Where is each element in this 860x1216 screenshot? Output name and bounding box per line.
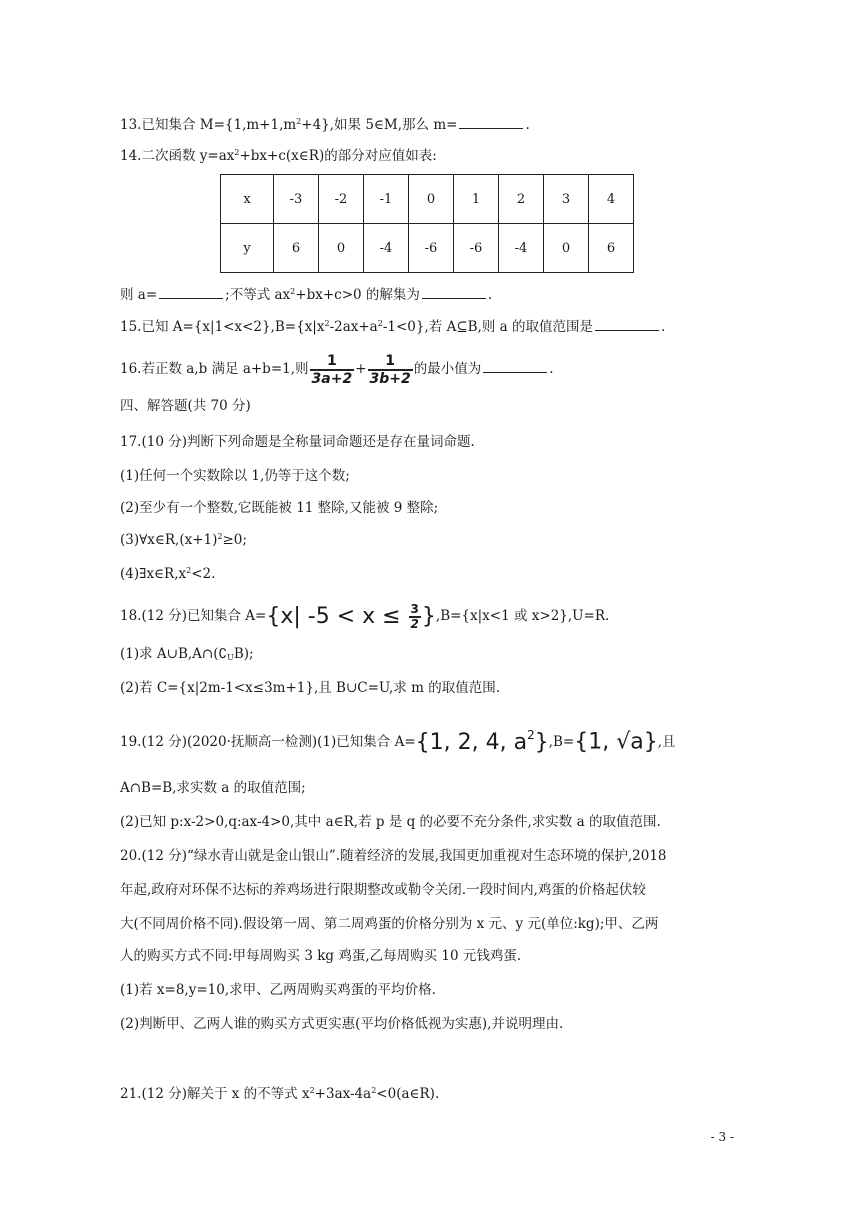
table-cell: 6 [274,224,319,273]
question-17-title: 17.(10 分)判断下列命题是全称量词命题还是存在量词命题. [120,434,475,450]
answer-blank[interactable] [422,284,486,299]
table-cell: -2 [319,175,364,224]
table-cell: -6 [454,224,499,273]
question-17-part-3: $(3)\forall x\in R,(x+1)^2\ge 0$; [120,532,247,548]
table-cell: 6 [589,224,634,273]
question-20-part-1: (1)若 x=8,y=10,求甲、乙两周购买鸡蛋的平均价格. [120,982,436,998]
fraction: $\frac{1}{3a+2}$ [311,352,353,387]
answer-blank[interactable] [159,284,223,299]
table-row [221,175,634,224]
fraction: $\frac{1}{3b+2}$ [369,352,411,387]
table-cell: 0 [544,224,589,273]
question-18-part-2: (2)若 C={x|2m-1<x≤3m+1},且 B∪C=U,求 m 的取值范围. [120,680,501,696]
question-15: 15.已知 $A=\{x|1<x<2\},B=\{x|x^2-2ax+a^2-1<0\}$,若 A⊆B,则 a 的取值范围是 . [120,316,665,337]
table-cell: -6 [409,224,454,273]
answer-blank[interactable] [595,316,659,331]
table-cell: 4 [589,175,634,224]
question-21: 21.(12 分)解关于 x 的不等式 $x^2+3ax-4a^2<0(a\in R)$. [120,1086,440,1102]
table-cell: x [221,175,274,224]
table-cell: y [221,224,274,273]
question-20-part-2: (2)判断甲、乙两人谁的购买方式更实惠(平均价格低视为实惠),并说明理由. [120,1016,564,1032]
set-b-expression: {1, √a} [574,729,658,755]
table-row [221,224,634,273]
question-14: 14.二次函数 $y=ax^2+bx+c(x\in R)$的部分对应值如表: [120,148,437,164]
set-a-expression: {1, 2, 4, $a^2$} [415,727,549,755]
question-17-part-2: (2)至少有一个整数,它既能被 11 整除,又能被 9 整除; [120,500,439,516]
page-number: - 3 - [710,1130,734,1144]
section-heading: 四、解答题(共 70 分) [120,398,251,414]
answer-blank[interactable] [459,114,523,129]
question-14-answers: 则 a= ;不等式 $ax^2+bx+c>0$ 的解集为 . [120,284,492,305]
question-20-line-3: 大(不同周价格不同).假设第一周、第二周鸡蛋的价格分别为 x 元、y 元(单位:kg);甲、乙两 [120,916,659,932]
table-cell: 1 [454,175,499,224]
question-19: 19.(12 分)(2020·抚顺高一检测)(1)已知集合 A={1, 2, 4, $a^2\},B=\{1$, √a},且 [120,727,676,755]
table-cell: 3 [544,175,589,224]
set-a-expression: {x| -5 < x ≤ $\frac{3}{2}$ } [266,601,436,631]
values-table [220,174,634,273]
question-20-line-4: 人的购买方式不同:甲每周购买 3 kg 鸡蛋,乙每周购买 10 元钱鸡蛋. [120,948,522,964]
question-16: 16.若正数 a,b 满足 a+b=1,则 $\frac{1}{3a+2}$ + $\frac{1}{3b+2}$ 的最小值为 . [120,352,554,387]
answer-blank[interactable] [483,358,547,373]
table-cell: -4 [364,224,409,273]
question-19-line-2: A∩B=B,求实数 a 的取值范围; [120,780,306,796]
question-19-part-2: (2)已知 p:x-2>0,q:ax-4>0,其中 a∈R,若 p 是 q 的必要不充分条件,求实数 a 的取值范围. [120,814,661,830]
question-17-part-1: (1)任何一个实数除以 1,仍等于这个数; [120,468,350,484]
table-cell: 0 [319,224,364,273]
table-cell: 2 [499,175,544,224]
table-cell: -3 [274,175,319,224]
table-cell: -1 [364,175,409,224]
question-17-part-4: $(4)\exists x\in R,x^2<2$. [120,566,216,582]
question-20-line-2: 年起,政府对环保不达标的养鸡场进行限期整改或勒令关闭.一段时间内,鸡蛋的价格起伏较 [120,882,646,898]
question-18-part-1: (1)求 $A\cup B,A\cap(∁_UB)$; [120,646,254,662]
question-20-line-1: 20.(12 分)“绿水青山就是金山银山”.随着经济的发展,我国更加重视对生态环境的保护,2018 [120,848,667,864]
question-13: 13.已知集合 $M=\{1,m+1,m^2+4\}$,如果 5∈M,那么 m= . [120,114,530,135]
question-18: 18.(12 分)已知集合 A={x| -5 < x ≤ $\frac{3}{2}$ },B={x|x<1 或 x>2},U=R. [120,601,610,631]
table-cell: -4 [499,224,544,273]
table-cell: 0 [409,175,454,224]
